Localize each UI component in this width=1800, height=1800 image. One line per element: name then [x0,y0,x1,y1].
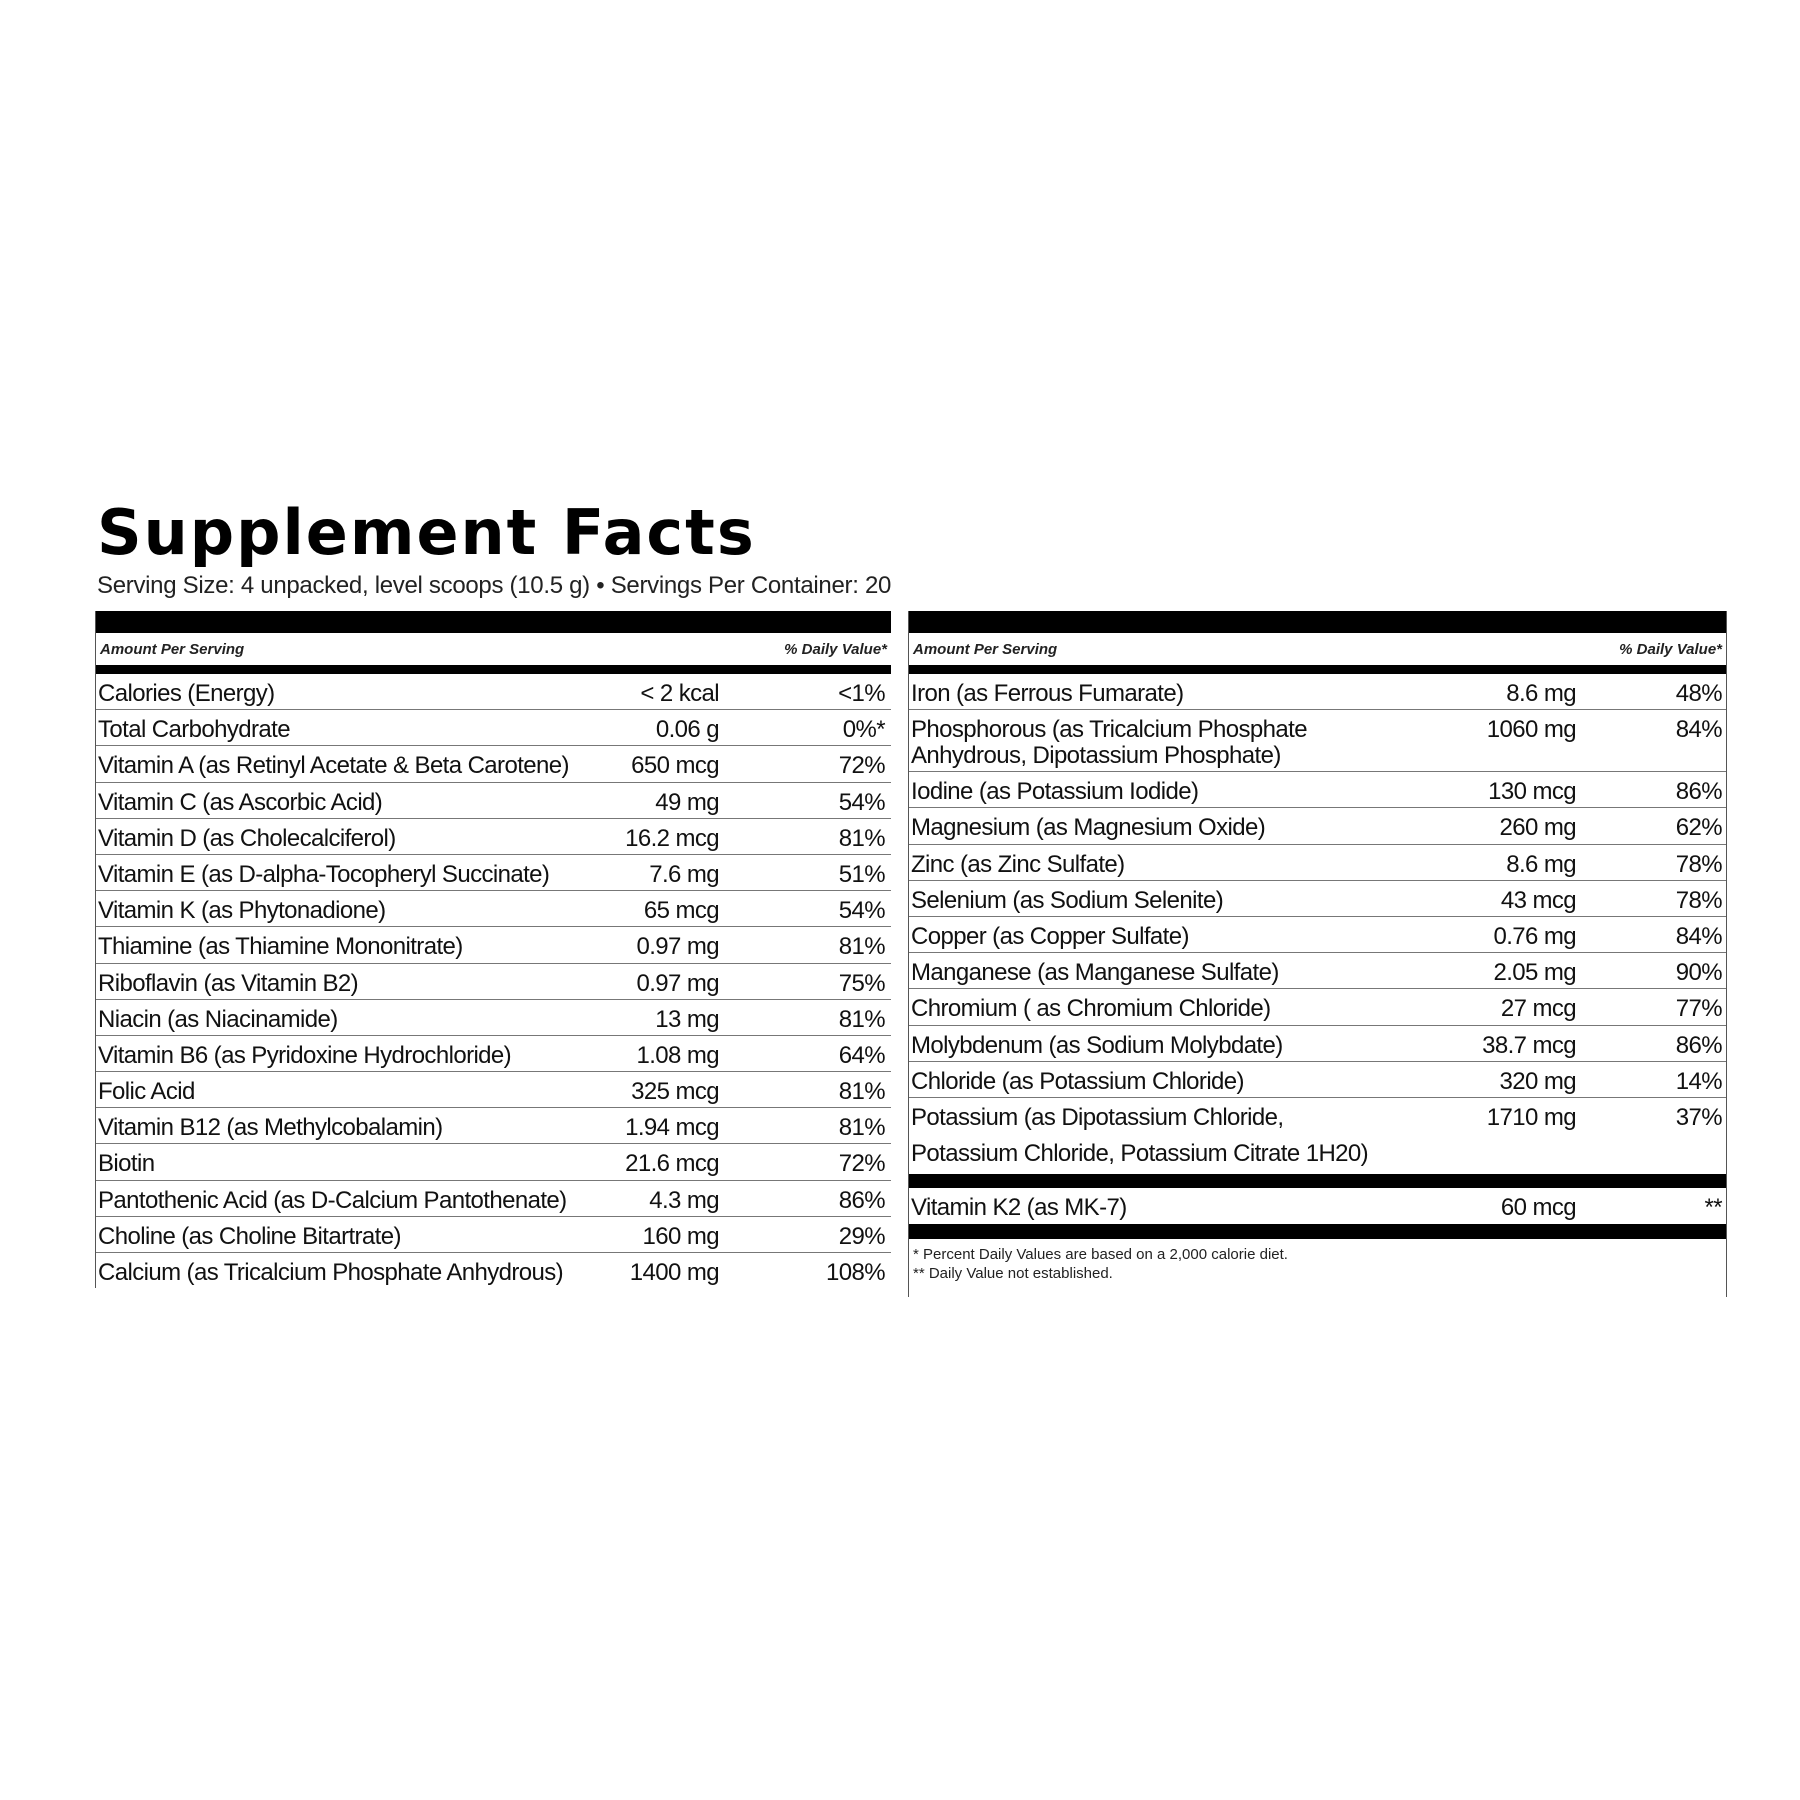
nutrient-row [96,855,891,891]
nutrient-amount: 130 mcg [1488,778,1576,806]
serving-info: Serving Size: 4 unpacked, level scoops (10.5 g) • Servings Per Container: 20 [97,572,892,599]
nutrient-name: Calories (Energy) [98,680,275,707]
nutrient-dv: 81% [838,824,885,852]
nutrient-amount: 8.6 mg [1506,680,1576,707]
nutrient-row [909,845,1726,881]
nutrient-amount: 320 mg [1499,1067,1576,1095]
nutrient-name: Chloride (as Potassium Chloride) [911,1067,1244,1095]
nutrient-amount: 0.97 mg [636,969,719,997]
nutrient-name: Copper (as Copper Sulfate) [911,922,1189,950]
nutrient-dv: 62% [1675,814,1722,842]
medium-rule [909,1224,1726,1239]
nutrient-name: Zinc (as Zinc Sulfate) [911,850,1125,878]
amount-per-serving-label: Amount Per Serving [913,640,1058,658]
nutrient-row [96,1253,891,1289]
nutrient-name: Molybdenum (as Sodium Molybdate) [911,1031,1283,1059]
medium-rule [909,1174,1726,1188]
nutrient-row [909,917,1726,953]
nutrient-dv: 81% [838,1114,885,1142]
footnote-daily-value: * Percent Daily Values are based on a 2,000 calorie diet. [913,1245,1288,1263]
nutrient-amount: 16.2 mcg [625,824,719,852]
right-column [908,611,1727,1297]
nutrient-dv: 51% [838,860,885,888]
nutrient-dv: 78% [1675,850,1722,878]
nutrient-row [909,808,1726,844]
nutrient-dv: 81% [838,1078,885,1106]
nutrient-name: Vitamin B6 (as Pyridoxine Hydrochloride) [98,1041,512,1069]
nutrient-name: Thiamine (as Thiamine Mononitrate) [98,933,463,961]
thick-rule [909,611,1726,633]
nutrient-name: Vitamin K2 (as MK-7) [911,1193,1127,1221]
nutrient-row [96,1108,891,1144]
nutrient-amount: 1400 mg [629,1259,719,1286]
nutrient-dv: ** [1704,1193,1722,1221]
nutrient-row [96,1144,891,1180]
nutrient-row [909,989,1726,1025]
nutrient-dv: 0%* [842,716,885,744]
nutrient-dv: 81% [838,933,885,961]
daily-value-label: % Daily Value* [1619,640,1722,658]
nutrient-name: Total Carbohydrate [98,716,290,744]
nutrient-name-continued: Potassium Chloride, Potassium Citrate 1H20) [911,1139,1369,1167]
nutrient-name: Manganese (as Manganese Sulfate) [911,959,1279,987]
nutrient-name: Vitamin C (as Ascorbic Acid) [98,788,383,816]
supplement-facts-label [95,498,1727,1298]
nutrient-name: Vitamin A (as Retinyl Acetate & Beta Carotene) [98,752,569,780]
nutrient-row [96,1217,891,1253]
nutrient-dv: 72% [838,752,885,780]
nutrient-row [96,1036,891,1072]
nutrient-dv: 90% [1675,959,1722,987]
nutrient-amount: 38.7 mcg [1482,1031,1576,1059]
nutrient-name: Folic Acid [98,1078,195,1106]
medium-rule [909,665,1726,674]
nutrient-name: Vitamin D (as Cholecalciferol) [98,824,396,852]
nutrient-dv: 108% [826,1259,885,1286]
nutrient-row [909,772,1726,808]
nutrient-dv: 86% [1675,778,1722,806]
nutrient-amount: 0.97 mg [636,933,719,961]
nutrient-amount: 7.6 mg [649,860,719,888]
nutrient-name: Vitamin K (as Phytonadione) [98,897,386,925]
nutrient-name: Iodine (as Potassium Iodide) [911,778,1199,806]
nutrient-row [909,710,1726,772]
nutrient-amount: 1060 mg [1486,716,1576,744]
nutrient-name: Choline (as Choline Bitartrate) [98,1222,401,1250]
nutrient-amount: 0.06 g [655,716,719,744]
nutrient-name: Niacin (as Niacinamide) [98,1005,338,1033]
nutrient-row [96,964,891,1000]
nutrient-amount: 1710 mg [1486,1103,1576,1131]
nutrient-row [96,1072,891,1108]
nutrient-row [96,891,891,927]
nutrient-row [96,783,891,819]
nutrient-name: Riboflavin (as Vitamin B2) [98,969,359,997]
nutrient-amount: 49 mg [655,788,719,816]
nutrient-row [909,881,1726,917]
left-column-header [96,633,891,665]
nutrient-amount: 13 mg [655,1005,719,1033]
nutrient-name: Potassium (as Dipotassium Chloride, [911,1103,1284,1131]
nutrient-name: Selenium (as Sodium Selenite) [911,886,1224,914]
nutrient-row [96,746,891,782]
nutrient-amount: 0.76 mg [1493,922,1576,950]
nutrient-row [909,953,1726,989]
nutrient-dv: 78% [1675,886,1722,914]
nutrient-amount: 65 mcg [643,897,719,925]
footnotes [909,1239,1726,1283]
nutrient-name: Iron (as Ferrous Fumarate) [911,680,1184,707]
left-column [95,611,891,1288]
nutrient-dv: 77% [1675,995,1722,1023]
medium-rule [96,665,891,674]
nutrient-amount: 2.05 mg [1493,959,1576,987]
nutrient-dv: <1% [838,680,885,707]
amount-per-serving-label: Amount Per Serving [100,640,245,658]
nutrient-amount: 160 mg [642,1222,719,1250]
nutrient-name: Vitamin E (as D-alpha-Tocopheryl Succinate) [98,860,550,888]
nutrient-dv: 29% [838,1222,885,1250]
nutrient-amount: 260 mg [1499,814,1576,842]
nutrient-amount: 1.08 mg [636,1041,719,1069]
nutrient-amount: 4.3 mg [649,1186,719,1214]
nutrient-dv: 84% [1675,922,1722,950]
nutrient-dv: 75% [838,969,885,997]
nutrient-amount: < 2 kcal [640,680,719,707]
daily-value-label: % Daily Value* [784,640,887,658]
nutrient-name: Vitamin B12 (as Methylcobalamin) [98,1114,443,1142]
nutrient-row [96,1000,891,1036]
nutrient-amount: 325 mcg [631,1078,719,1106]
nutrient-name-continued: Anhydrous, Dipotassium Phosphate) [911,742,1281,770]
nutrient-dv: 64% [838,1041,885,1069]
nutrient-row [909,674,1726,710]
nutrient-row [909,1026,1726,1062]
nutrient-row [96,927,891,963]
nutrient-row [96,819,891,855]
footnote-not-established: ** Daily Value not established. [913,1264,1113,1282]
nutrient-amount: 8.6 mg [1506,850,1576,878]
nutrient-row [909,1098,1726,1174]
nutrient-amount: 1.94 mcg [625,1114,719,1142]
nutrient-name: Phosphorous (as Tricalcium Phosphate [911,716,1307,744]
nutrient-dv: 81% [838,1005,885,1033]
nutrient-dv: 14% [1675,1067,1722,1095]
nutrient-row [96,710,891,746]
nutrient-dv: 84% [1675,716,1722,744]
nutrient-amount: 650 mcg [631,752,719,780]
nutrient-amount: 60 mcg [1500,1193,1576,1221]
nutrient-row [96,1181,891,1217]
right-column-header [909,633,1726,665]
nutrient-row [909,1062,1726,1098]
nutrient-name: Biotin [98,1150,155,1178]
nutrient-name: Calcium (as Tricalcium Phosphate Anhydrous) [98,1259,564,1286]
nutrient-dv: 86% [838,1186,885,1214]
nutrient-amount: 43 mcg [1500,886,1576,914]
label-title: Supplement Facts [97,496,756,569]
nutrient-dv: 48% [1675,680,1722,707]
nutrient-row [96,674,891,710]
nutrient-dv: 86% [1675,1031,1722,1059]
nutrient-dv: 72% [838,1150,885,1178]
nutrient-row [909,1188,1726,1224]
nutrient-name: Pantothenic Acid (as D-Calcium Pantothenate) [98,1186,567,1214]
nutrient-amount: 21.6 mcg [625,1150,719,1178]
thick-rule [96,611,891,633]
nutrient-amount: 27 mcg [1500,995,1576,1023]
nutrient-name: Magnesium (as Magnesium Oxide) [911,814,1266,842]
nutrient-dv: 54% [838,788,885,816]
nutrient-dv: 37% [1675,1103,1722,1131]
nutrient-dv: 54% [838,897,885,925]
nutrient-name: Chromium ( as Chromium Chloride) [911,995,1271,1023]
